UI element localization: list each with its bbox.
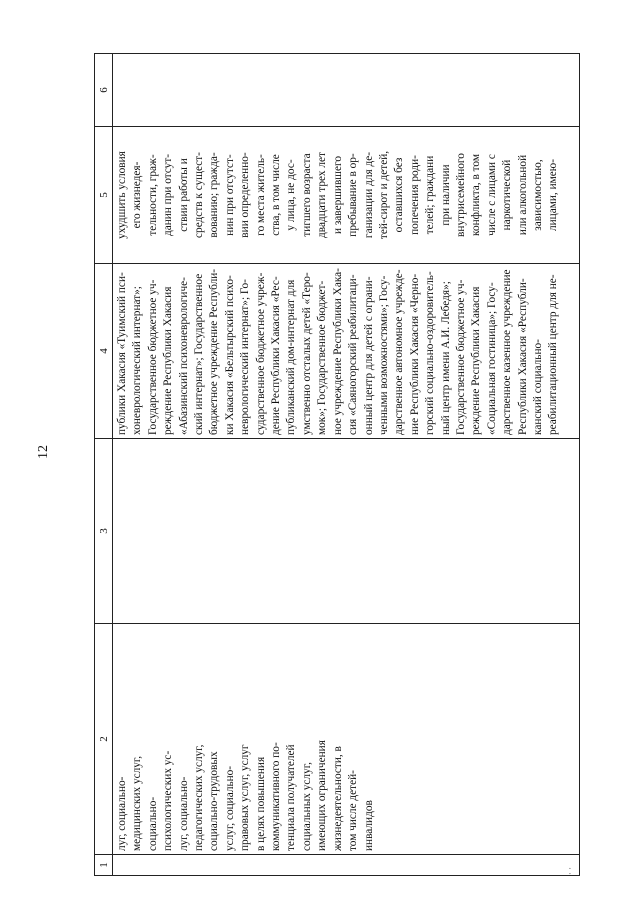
text-line: тенциала получателей — [285, 744, 298, 851]
text-line: социально-трудовых — [208, 751, 221, 851]
text-line: Государственное бюджетное уч- — [454, 279, 467, 435]
text-line: неврологический интернат»; Го- — [239, 279, 252, 435]
text-line: вии определенно- — [239, 152, 252, 238]
scan-artifact: · · — [565, 866, 576, 876]
text-line: имеющих ограничения — [316, 740, 329, 851]
text-line: умственно отсталых детей «Теро- — [300, 272, 313, 435]
text-line: ный центр имени А.И. Лебедя»; — [439, 281, 452, 435]
text-line: данин при отсут- — [162, 153, 175, 237]
text-line: в целях повышения — [254, 756, 267, 851]
text-line: пребывание в ор- — [347, 153, 360, 237]
text-line: сударственное бюджетное учреж- — [254, 272, 267, 435]
text-line: инвалидов — [362, 800, 375, 851]
text-line: мок»; Государственное бюджет- — [316, 280, 329, 435]
text-line: социальных услуг, — [300, 762, 313, 851]
header-col-2: 2 — [95, 624, 113, 855]
text-line: внутрисемейного — [454, 153, 467, 237]
text-line: при наличии — [439, 164, 452, 226]
cell-col-3 — [113, 439, 580, 624]
text-line: попечения роди- — [408, 155, 421, 235]
cell-col-5 — [113, 127, 580, 264]
text-line: дарственное казенное учреждение — [501, 269, 514, 435]
text-line: хоневрологический интернат»; — [131, 286, 144, 435]
text-line: ние Республики Хакасия «Черно- — [408, 273, 421, 435]
text-line: том числе детей- — [347, 770, 360, 851]
cell-col-1 — [113, 855, 580, 876]
cell-col-2 — [113, 624, 580, 855]
page-number: 12 — [36, 445, 51, 459]
text-line: двадцати трех лет — [316, 152, 329, 238]
text-line: тигшего возраста — [300, 153, 313, 237]
text-line: его жизнедея- — [131, 161, 144, 229]
text-line: у лица, не дос- — [285, 159, 298, 231]
table-row — [113, 54, 580, 876]
text-line: нин при отсутст- — [223, 154, 236, 236]
text-line: го места житель- — [254, 154, 267, 236]
header-col-6: 6 — [95, 54, 113, 127]
text-line: реждение Республики Хакасия — [162, 286, 175, 435]
text-line: дение Республики Хакасия «Рес- — [270, 276, 283, 435]
text-line: оставшихся без — [393, 157, 406, 233]
header-col-3: 3 — [95, 439, 113, 624]
text-line: бюджетное учреждение Республи- — [208, 268, 221, 435]
text-line: ченными возможностями»; Госу- — [377, 275, 390, 435]
text-line: публиканский дом-интернат для — [285, 279, 298, 435]
text-line: средств к сущест- — [193, 152, 206, 238]
text-line: зависимостью, — [531, 159, 544, 231]
text-line: телей; граждани — [424, 155, 437, 235]
text-line: лицами, имею- — [547, 159, 560, 231]
services-table — [94, 53, 580, 876]
text-line: услуг, социально- — [223, 765, 236, 851]
text-line: педагогических услуг, — [193, 744, 206, 851]
text-line: жизнедеятельности, в — [331, 746, 344, 851]
text-line: ки Хакасия «Бельтырский психо- — [223, 275, 236, 435]
text-line: реабилитационный центр для не- — [547, 274, 560, 435]
text-line: луг, социально- — [116, 776, 128, 851]
text-line: социально- — [146, 796, 159, 851]
text-line: ствии работы и — [177, 158, 190, 232]
text-line: онный центр для детей с ограни- — [362, 276, 375, 435]
text-line: сия «Саяногорский реабилитаци- — [347, 274, 360, 435]
text-line: наркотической — [501, 159, 514, 231]
header-col-4: 4 — [95, 264, 113, 439]
text-line: тей-сирот и детей, — [377, 150, 390, 240]
text-line: ное учреждение Республики Хака- — [331, 268, 344, 435]
text-line: ства, в том числе — [270, 154, 283, 236]
text-line: горский социально-оздоровитель- — [424, 271, 437, 435]
text-line: конфликта, в том — [470, 154, 483, 236]
text-line: ганизации для де- — [362, 151, 375, 239]
text-line: медицинских услуг, — [131, 755, 144, 851]
rotated-table-wrapper — [94, 54, 580, 876]
text-line: «Абазинский психоневрологиче- — [177, 277, 190, 435]
text-line: «Социальная гостиница»; Госу- — [485, 282, 498, 435]
text-line: луг, социально- — [177, 776, 190, 851]
text-line: или алкогольной — [516, 154, 529, 236]
text-line: реждение Республики Хакасия — [470, 286, 483, 435]
text-line: числе с лицами с — [485, 154, 498, 236]
text-line: вованию; гражда- — [208, 152, 221, 238]
text-line: тельности, граж- — [146, 154, 159, 236]
text-line: дарственное автономное учрежде- — [393, 269, 406, 435]
header-col-1: 1 — [95, 855, 113, 876]
text-line: Государственное бюджетное уч- — [146, 279, 159, 435]
text-line: публики Хакасия «Туимский пси- — [116, 272, 128, 435]
header-row — [95, 54, 113, 876]
text-line: психологических ус- — [162, 750, 175, 851]
cell-col-6 — [113, 54, 580, 127]
text-line: ухудшить условия — [116, 151, 128, 239]
text-line: Республики Хакасия «Республи- — [516, 278, 529, 435]
header-col-5: 5 — [95, 127, 113, 264]
text-line: и завершившего — [331, 155, 344, 235]
text-line: коммуникативного по- — [270, 742, 283, 851]
cell-col-4 — [113, 264, 580, 439]
text-line: канский социально- — [531, 339, 544, 435]
text-line: ский интернат»; Государственное — [193, 273, 206, 435]
text-line: правовых услуг, услуг — [239, 744, 252, 851]
